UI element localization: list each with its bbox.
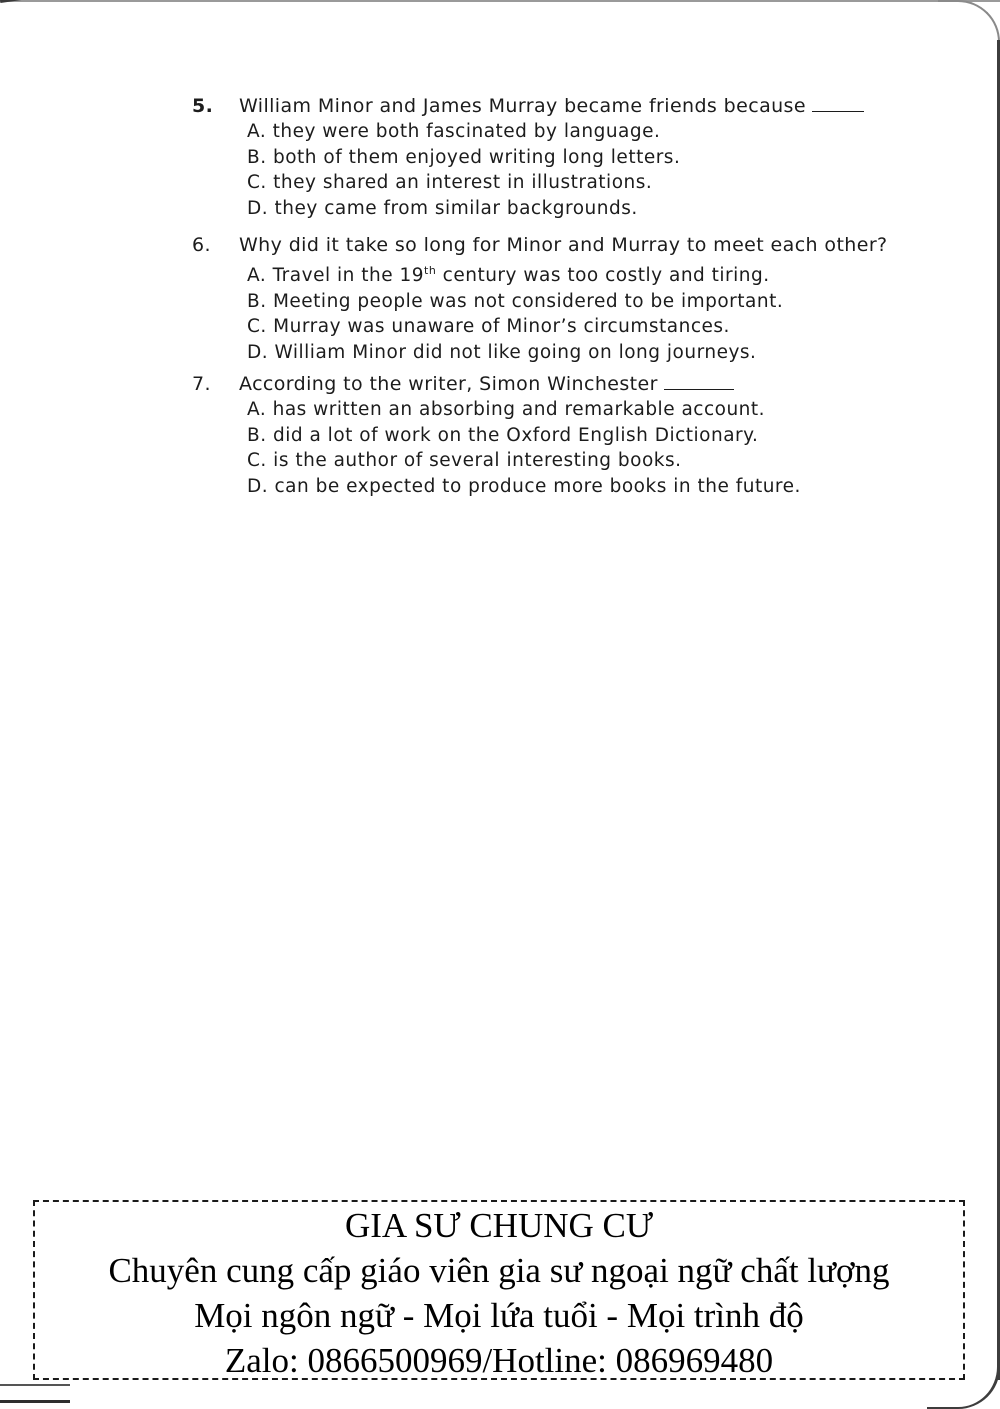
option-a-text-start: A. Travel in the 19 bbox=[247, 265, 424, 287]
option-d: D. they came from similar backgrounds. bbox=[247, 197, 638, 219]
question-number: 6. bbox=[192, 234, 211, 256]
option-b: B. did a lot of work on the Oxford English Dictionary. bbox=[247, 424, 759, 446]
scan-corner-top-right bbox=[938, 0, 1000, 42]
options-list bbox=[247, 119, 982, 221]
scan-corner-top-left bbox=[0, 0, 28, 13]
ordinal-suffix: th bbox=[424, 264, 437, 277]
scan-edge-top bbox=[0, 0, 1000, 6]
advert-audience: Mọi ngôn ngữ - Mọi lứa tuổi - Mọi trình độ bbox=[194, 1296, 804, 1335]
question-5 bbox=[192, 93, 982, 221]
question-stem bbox=[192, 93, 982, 119]
option-d: D. William Minor did not like going on long journeys. bbox=[247, 341, 757, 363]
options-list bbox=[247, 397, 982, 499]
option-b: B. both of them enjoyed writing long letters. bbox=[247, 146, 681, 168]
question-text: According to the writer, Simon Winchester bbox=[239, 373, 658, 395]
question-stem bbox=[192, 371, 982, 397]
question-7 bbox=[192, 371, 982, 499]
answer-blank bbox=[812, 110, 864, 112]
advert-contact: Zalo: 0866500969/Hotline: 086969480 bbox=[224, 1341, 774, 1380]
question-6 bbox=[192, 232, 982, 365]
option-a: A. they were both fascinated by language. bbox=[247, 121, 661, 142]
question-stem bbox=[192, 232, 982, 258]
option-d: D. can be expected to produce more books in the future. bbox=[247, 475, 801, 497]
question-text: Why did it take so long for Minor and Murray to meet each other? bbox=[239, 234, 888, 256]
answer-blank bbox=[664, 388, 734, 390]
option-a: A. has written an absorbing and remarkable account. bbox=[247, 399, 766, 420]
advert-box bbox=[33, 1200, 965, 1380]
option-b: B. Meeting people was not considered to be important. bbox=[247, 290, 784, 312]
question-number: 5. bbox=[192, 95, 214, 117]
option-c: C. they shared an interest in illustrations. bbox=[247, 172, 653, 193]
option-c: C. Murray was unaware of Minor’s circumstances. bbox=[247, 316, 730, 338]
option-a bbox=[247, 258, 982, 289]
options-list bbox=[247, 258, 982, 365]
option-c: C. is the author of several interesting books. bbox=[247, 450, 682, 471]
advert-title: GIA SƯ CHUNG CƯ bbox=[344, 1206, 654, 1245]
option-a-text-end: century was too costly and tiring. bbox=[436, 265, 770, 287]
scan-corner-bottom-left bbox=[0, 1384, 70, 1403]
advert-tagline: Chuyên cung cấp giáo viên gia sư ngoại ngữ chất lượng bbox=[108, 1251, 890, 1290]
question-number: 7. bbox=[192, 373, 211, 395]
question-text: William Minor and James Murray became friends because bbox=[239, 95, 806, 117]
